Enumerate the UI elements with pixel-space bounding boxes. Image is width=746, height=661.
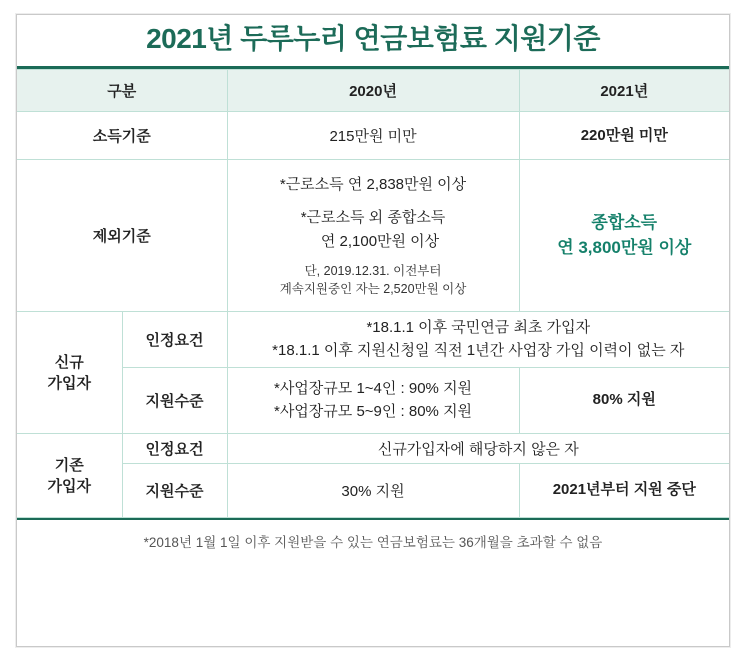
- new-member-label-line1: 신규: [54, 354, 84, 372]
- exclusion-2020-line2: *근로소득 외 종합소득: [300, 209, 446, 227]
- sublabel-new-requirement: 인정요건: [122, 312, 227, 368]
- cell-existing-requirement: 신규가입자에 해당하지 않은 자: [227, 433, 729, 463]
- row-existing-member-support: [17, 463, 729, 517]
- row-existing-member-requirement: [17, 433, 729, 463]
- support-criteria-table: [17, 69, 729, 518]
- new-support-2020-line2: *사업장규모 5~9인 : 80% 지원: [273, 403, 473, 420]
- cell-income-2021: 220만원 미만: [519, 112, 729, 160]
- exclusion-2020-line1: *근로소득 연 2,838만원 이상: [279, 176, 467, 193]
- sublabel-existing-support: 지원수준: [122, 463, 227, 517]
- row-new-member-support: [17, 367, 729, 433]
- cell-existing-support-2020: 30% 지원: [227, 463, 519, 517]
- exclusion-2021-line2: 연 3,800만원 이상: [557, 237, 692, 257]
- page-title: 2021년 두루누리 연금보험료 지원기준: [146, 22, 600, 54]
- cell-existing-support-2021: 2021년부터 지원 중단: [519, 463, 729, 517]
- column-header-category: 구분: [17, 70, 227, 112]
- cell-exclusion-2020: [227, 160, 519, 312]
- exclusion-2021-line1: 종합소득: [591, 212, 658, 232]
- column-header-2021: 2021년: [519, 70, 729, 112]
- sublabel-existing-requirement: 인정요건: [122, 433, 227, 463]
- existing-member-label-line1: 기존: [54, 457, 84, 474]
- info-card: [16, 14, 730, 647]
- cell-exclusion-2021: [519, 160, 729, 312]
- footnote-text: *2018년 1월 1일 이후 지원받을 수 있는 연금보험료는 36개월을 초과할 수 없음: [143, 534, 603, 550]
- exclusion-2020-note2: 계속지원중인 자는 2,520만원 이상: [279, 281, 467, 296]
- new-requirement-line1: *18.1.1 이후 국민연금 최초 가입자: [366, 319, 591, 336]
- column-header-2020: 2020년: [227, 70, 519, 112]
- exclusion-2020-line3: 연 2,100만원 이상: [320, 232, 440, 250]
- cell-new-requirement: [227, 312, 729, 368]
- row-exclusion-criteria: [17, 160, 729, 312]
- row-new-member-requirement: [17, 312, 729, 368]
- row-label-exclusion: 제외기준: [17, 160, 227, 312]
- cell-new-support-2021: 80% 지원: [519, 367, 729, 433]
- cell-income-2020: 215만원 미만: [227, 112, 519, 160]
- row-label-existing-member: [17, 433, 122, 517]
- row-income-criteria: [17, 112, 729, 160]
- sublabel-new-support: 지원수준: [122, 367, 227, 433]
- existing-member-label-line2: 가입자: [47, 478, 91, 495]
- cell-new-support-2020: [227, 367, 519, 433]
- row-label-income: 소득기준: [17, 112, 227, 160]
- new-member-label-line2: 가입자: [47, 375, 91, 393]
- footnote: [17, 518, 729, 562]
- title-bar: [17, 15, 729, 69]
- row-label-new-member: [17, 312, 122, 434]
- exclusion-2020-note1: 단, 2019.12.31. 이전부터: [304, 263, 442, 278]
- new-support-2020-line1: *사업장규모 1~4인 : 90% 지원: [273, 379, 473, 397]
- table-header-row: [17, 70, 729, 112]
- new-requirement-line2: *18.1.1 이후 지원신청일 직전 1년간 사업장 가입 이력이 없는 자: [272, 342, 685, 360]
